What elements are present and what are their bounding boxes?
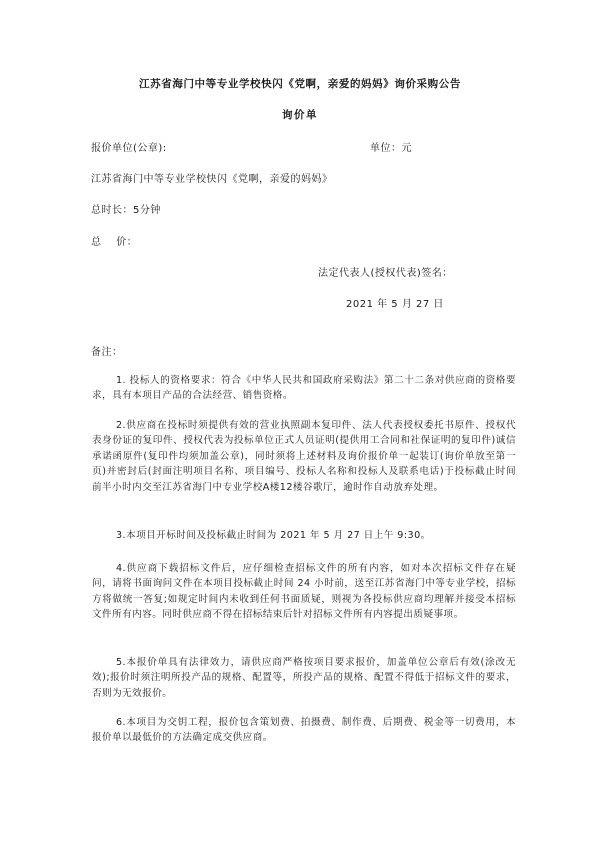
- notes-label: 备注：: [91, 347, 123, 358]
- page-title: 江苏省海门中等专业学校快闪《党啊，亲爱的妈妈》询价采购公告: [139, 78, 461, 90]
- note-item: 2.供应商在投标时须提供有效的营业执照副本复印件、法人代表授权委托书原件、授权代表身份证的复印件、授权代表为投标单位正式人员证明(提供用工合同和社保证明的复印件)诚信承诺函原件(复印件均须加盖公章)，同时须将上述材料及询价报价单一起装订(询价单放至第一页)并密封后(封面注明项目名称、项目编号、投标人名称和投标人及联系电话)于投标截止时间前半小时内交至江苏省海门中专业学校A楼12楼谷歌厅，逾时作自动放弃处理。: [92, 420, 516, 493]
- duration-text: 总时长：5分钟: [91, 205, 161, 216]
- note-item: 5.本报价单具有法律效力，请供应商严格按项目要求报价，加盖单位公章后有效(涂改无效);报价时须注明所投产品的规格、配置等，所投产品的规格、配置不得低于招标文件的要求，否则为无效报价。: [92, 657, 516, 699]
- quote-unit-label: 报价单位(公章):: [91, 143, 167, 154]
- currency-unit-label: 单位：元: [370, 143, 412, 154]
- note-item: 3.本项目开标时间及投标截止时间为 2021 年 5 月 27 日上午 9:30。: [116, 530, 431, 541]
- note-item: 4.供应商下载招标文件后，应仔细检查招标文件的所有内容，如对本次招标文件存在疑问，请将书面询问文件在本项目投标截止时间 24 小时前，送至江苏省海门中等专业学校，招标方将做统一答复;如规定时间内未收到任何书面质疑，则视为各投标供应商均理解并接受本招标文件所有内容。同时供应商不得在招标结束后针对招标文件所有内容提出质疑事项。: [92, 563, 516, 621]
- note-item: 1. 投标人的资格要求：符合《中华人民共和国政府采购法》第二十二条对供应商的资格要求，具有本项目产品的合法经营、销售资格。: [92, 375, 516, 402]
- total-price-label: 总 价：: [91, 237, 138, 248]
- project-name: 江苏省海门中等专业学校快闪《党啊，亲爱的妈妈》: [91, 174, 333, 185]
- note-item: 6.本项目为交钥工程，报价包含策划费、拍摄费、制作费、后期费、税金等一切费用，本报价单以最低价的方法确定成交供应商。: [92, 717, 516, 744]
- form-subtitle: 询价单: [282, 109, 318, 121]
- signature-label: 法定代表人(授权代表)签名：: [318, 268, 453, 279]
- date-text: 2021 年 5 月 27 日: [346, 299, 444, 310]
